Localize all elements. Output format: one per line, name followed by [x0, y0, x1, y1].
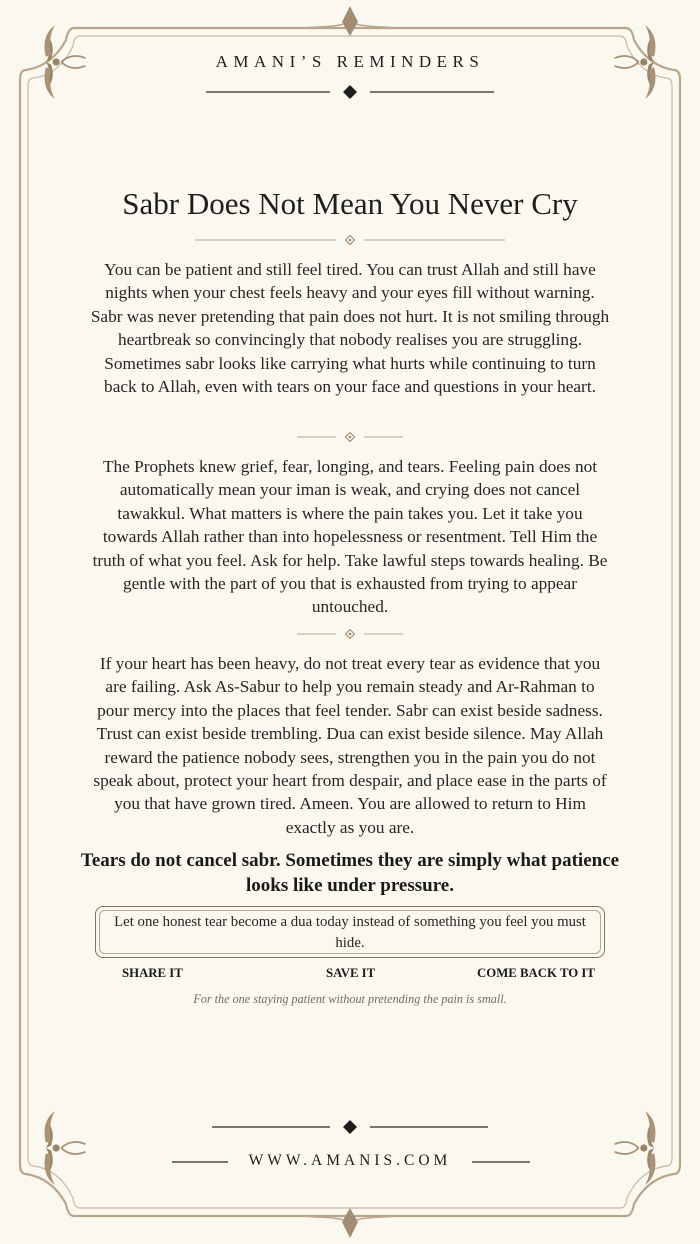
- body-paragraph-3: If your heart has been heavy, do not treat every tear as evidence that you are failing. Ask As-Sabur to help you remain steady and Ar-Rahman to pour mercy into the places that feel tender. Sabr can exist beside sadness. Trust can exist beside trembling. Dua can exist beside silence. May Allah reward the patience nobody sees, strengthen you in the pain you do not speak about, protect your heart from despair, and place ease in the parts of you that have grown tired. Ameen. You are allowed to return to Him exactly as you are.: [93, 654, 607, 837]
- website-link[interactable]: WWW.AMANIS.COM: [248, 1152, 452, 1169]
- body-paragraph-1: You can be patient and still feel tired. You can trust Allah and still have nights when your chest feels heavy and your eyes fill without warning. Sabr was never pretending that pain does not hurt. It is not smiling through heartbreak so convincingly that nobody realises you are struggling. Sometimes sabr looks like carrying what hurts while continuing to turn back to Allah, even with tears on your face and questions in your heart.: [90, 260, 610, 397]
- diamond-ornament-icon: [343, 1120, 357, 1134]
- bottom-arch-ornament-icon: [306, 1208, 394, 1238]
- top-arch-ornament-icon: [306, 6, 394, 36]
- dedication-note: For the one staying patient without pretending the pain is small.: [193, 992, 507, 1006]
- footer-divider: [0, 1117, 700, 1137]
- brand-header: AMANI’S REMINDERS: [215, 52, 485, 71]
- section-divider: [0, 234, 700, 246]
- diamond-ornament-icon: [343, 85, 357, 99]
- emphasis-statement: Tears do not cancel sabr. Sometimes they are simply what patience looks like under pressure.: [80, 850, 620, 896]
- body-paragraph-2: The Prophets knew grief, fear, longing, and tears. Feeling pain does not automatically mean your iman is weak, and crying does not cancel tawakkul. What matters is where the pain takes you. Let it take you towards Allah rather than into hopelessness or resentment. Tell Him the truth of what you feel. Ask for help. Take lawful steps towards healing. Be gentle with the part of you that is exhausted from trying to appear untouched.: [92, 457, 608, 617]
- callout-box: [95, 906, 605, 958]
- header-divider: [0, 82, 700, 102]
- section-divider: [0, 628, 700, 640]
- share-button[interactable]: SHARE IT: [122, 966, 183, 980]
- come-back-button[interactable]: COME BACK TO IT: [477, 966, 595, 980]
- save-button[interactable]: SAVE IT: [326, 966, 376, 980]
- callout-text: Let one honest tear become a dua today instead of something you feel you must hide.: [114, 914, 586, 951]
- page-title: Sabr Does Not Mean You Never Cry: [122, 186, 578, 221]
- section-divider: [0, 431, 700, 443]
